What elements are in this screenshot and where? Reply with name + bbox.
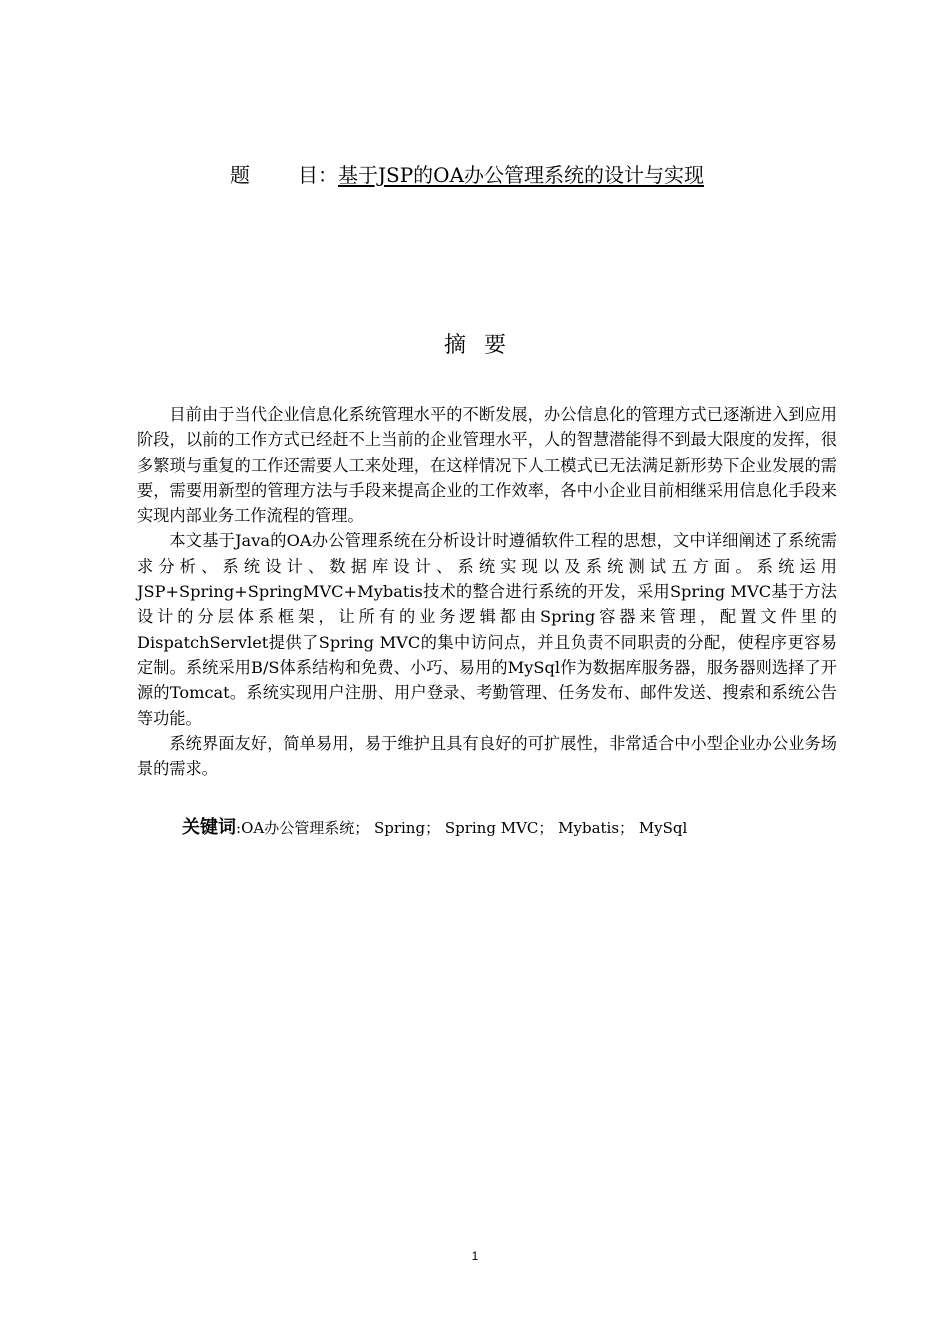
page-number: 1 xyxy=(471,1249,479,1263)
abstract-paragraph-3: 系统界面友好，简单易用，易于维护且具有良好的可扩展性，非常适合中小型企业办公业务场景的需求。 xyxy=(137,733,837,779)
title-label-char-1: 题 xyxy=(230,163,250,187)
title-label xyxy=(230,160,338,190)
keywords-line xyxy=(182,814,687,842)
abstract-heading: 摘要 xyxy=(443,333,524,358)
keywords-label: 关键词 xyxy=(182,817,236,838)
abstract-body xyxy=(137,402,837,781)
thesis-title: 基于JSP的OA办公管理系统的设计与实现 xyxy=(338,163,705,187)
abstract-paragraph-2: 本文基于Java的OA办公管理系统在分析设计时遵循软件工程的思想，文中详细阐述了系统需求分析、系统设计、数据库设计、系统实现以及系统测试五方面。系统运用JSP+Spring+SpringMVC+Mybatis技术的整合进行系统的开发，采用Spring MVC基于方法设计的分层体系框架，让所有的业务逻辑都由Spring容器来管理，配置文件里的DispatchServlet提供了Spring MVC的集中访问点，并且负责不同职责的分配，使程序更容易定制。系统采用B/S体系结构和免费、小巧、易用的MySql作为数据库服务器，服务器则选择了开源的Tomcat。系统实现用户注册、用户登录、考勤管理、任务发布、邮件发送、搜索和系统公告等功能。 xyxy=(137,531,837,728)
thesis-title-line xyxy=(230,160,704,190)
keywords-value: OA办公管理系统； Spring； Spring MVC； Mybatis； MySql xyxy=(241,819,688,837)
keywords-separator: : xyxy=(236,819,242,837)
title-label-char-2: 目： xyxy=(298,163,338,187)
abstract-paragraph-1: 目前由于当代企业信息化系统管理水平的不断发展，办公信息化的管理方式已逐渐进入到应用阶段，以前的工作方式已经赶不上当前的企业管理水平，人的智慧潜能得不到最大限度的发挥，很多繁琐与重复的工作还需要人工来处理，在这样情况下人工模式已无法满足新形势下企业发展的需要，需要用新型的管理方法与手段来提高企业的工作效率，各中小企业目前相继采用信息化手段来实现内部业务工作流程的管理。 xyxy=(137,405,837,526)
